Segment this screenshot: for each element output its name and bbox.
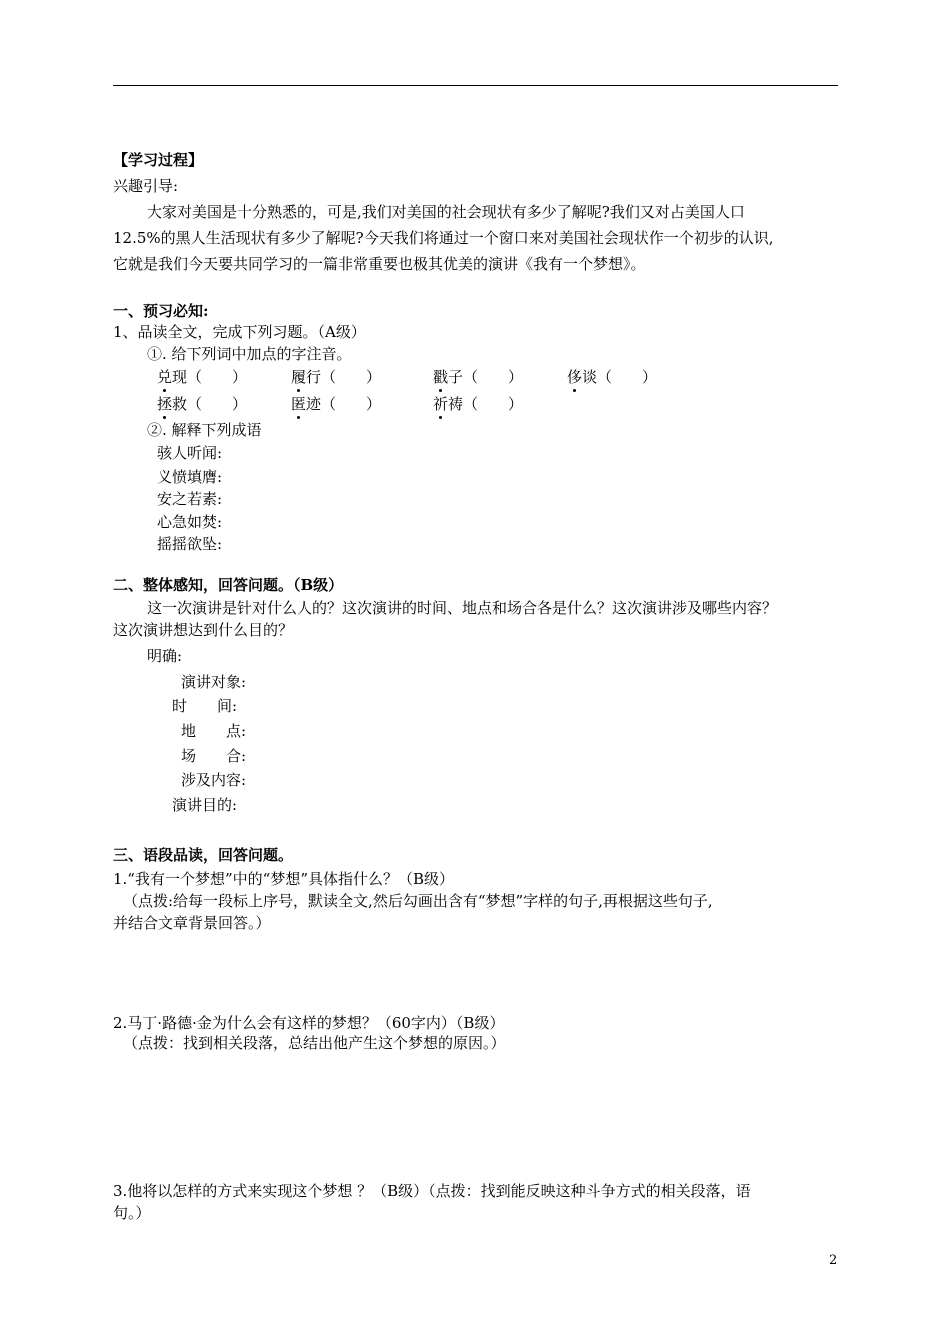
part3-hint-1-line-2: 并结合文章背景回答。） xyxy=(113,914,271,932)
dotted-char: 履 xyxy=(291,368,307,386)
word-item xyxy=(433,368,523,386)
header-rule xyxy=(113,85,838,86)
idiom-item: 安之若素: xyxy=(157,490,223,508)
part3-question-3-line-1: 3.他将以怎样的方式来实现这个梦想 ？（B级）（点拨：找到能反映这种斗争方式的相关段落，语 xyxy=(113,1182,751,1200)
part1-title: 一、预习必知: xyxy=(113,302,209,320)
answer-field: 时 间: xyxy=(172,697,238,715)
dotted-char: 祈 xyxy=(433,395,449,413)
word-rest: 行（ ） xyxy=(306,368,382,386)
part3-title: 三、语段品读，回答问题。 xyxy=(113,846,294,864)
word-item xyxy=(291,368,381,386)
dotted-char: 兑 xyxy=(157,368,173,386)
word-rest: 子（ ） xyxy=(448,368,524,386)
answer-field: 地 点: xyxy=(181,722,247,740)
part1-sub-2: ②. 解释下列成语 xyxy=(147,421,262,439)
dotted-char: 戳 xyxy=(433,368,449,386)
idiom-item: 摇摇欲坠: xyxy=(157,535,223,553)
dotted-char: 侈 xyxy=(567,368,583,386)
word-rest: 现（ ） xyxy=(172,368,248,386)
answer-field: 涉及内容: xyxy=(181,771,247,789)
part3-hint-2: （点拨：找到相关段落，总结出他产生这个梦想的原因。） xyxy=(123,1034,506,1052)
clarify-label: 明确: xyxy=(147,647,183,665)
word-rest: 谈（ ） xyxy=(582,368,658,386)
word-item xyxy=(291,395,381,413)
part3-question-2: 2.马丁·路德·金为什么会有这样的梦想？（60字内）（B级） xyxy=(113,1014,505,1032)
word-item xyxy=(157,368,247,386)
answer-field: 演讲目的: xyxy=(172,796,238,814)
part3-hint-1-line-1: （点拨:给每一段标上序号，默读全文,然后勾画出含有“梦想”字样的句子,再根据这些句子, xyxy=(123,892,713,910)
dotted-char: 拯 xyxy=(157,395,173,413)
intro-line-2: 12.5%的黑人生活现状有多少了解呢?今天我们将通过一个窗口来对美国社会现状作一个初步的认识, xyxy=(113,229,774,247)
word-rest: 救（ ） xyxy=(172,395,248,413)
part1-sub-1: ①. 给下列词中加点的字注音。 xyxy=(147,345,352,363)
answer-field: 演讲对象: xyxy=(181,673,247,691)
intro-label: 兴趣引导: xyxy=(113,177,179,195)
intro-line-1: 大家对美国是十分熟悉的，可是,我们对美国的社会现状有多少了解呢?我们又对占美国人口 xyxy=(147,203,745,221)
dotted-char: 匿 xyxy=(291,395,307,413)
part3-question-3-line-2: 句。） xyxy=(113,1204,151,1222)
part2-line-1: 这一次演讲是针对什么人的？这次演讲的时间、地点和场合各是什么？这次演讲涉及哪些内容？ xyxy=(147,599,778,617)
idiom-item: 骇人听闻: xyxy=(157,444,223,462)
answer-field: 场 合: xyxy=(181,747,247,765)
word-rest: 迹（ ） xyxy=(306,395,382,413)
part2-title: 二、整体感知，回答问题。（B级） xyxy=(113,576,344,594)
word-item xyxy=(433,395,523,413)
idiom-item: 义愤填膺: xyxy=(157,468,223,486)
part2-line-2: 这次演讲想达到什么目的？ xyxy=(113,621,294,639)
page-number: 2 xyxy=(829,1253,838,1268)
word-item xyxy=(567,368,657,386)
intro-line-3: 它就是我们今天要共同学习的一篇非常重要也极其优美的演讲《我有一个梦想》。 xyxy=(113,255,646,273)
word-item xyxy=(157,395,247,413)
idiom-item: 心急如焚: xyxy=(157,513,223,531)
section-heading: 【学习过程】 xyxy=(113,151,204,169)
part3-question-1: 1.“我有一个梦想”中的“梦想”具体指什么？（B级） xyxy=(113,870,455,888)
part1-question-1: 1、品读全文，完成下列习题。（A级） xyxy=(113,323,366,341)
word-rest: 祷（ ） xyxy=(448,395,524,413)
